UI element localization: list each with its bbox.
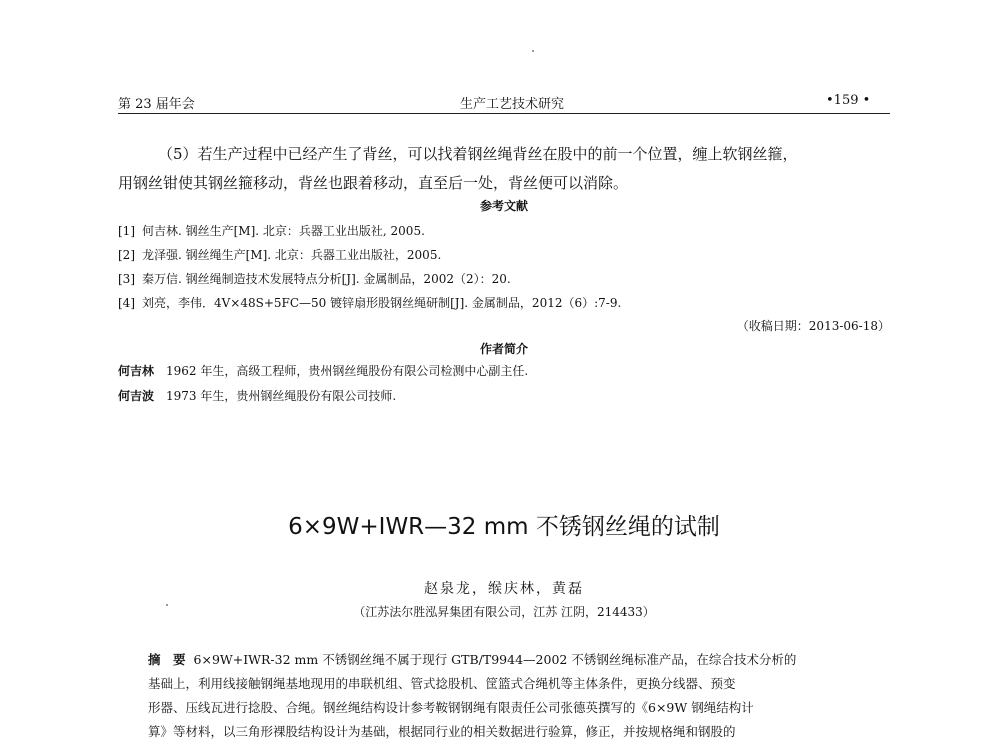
running-header-left: 第 23 届年会 <box>118 97 195 112</box>
abstract-label: 摘 要 <box>148 652 186 667</box>
page-number: •159 • <box>826 93 871 108</box>
abstract-line: 算》等材料，以三角形裸股结构设计为基础，根据同行业的相关数据进行验算，修正，并按规格绳和钢股的 <box>148 724 736 739</box>
article-affiliation: （江苏法尔胜泓昇集团有限公司，江苏 江阴，214433） <box>353 605 655 619</box>
abstract-line: 摘 要 6×9W+IWR-32 mm 不锈钢丝绳不属于现行 GTB/T9944—2002 不锈钢丝绳标准产品，在综合技术分析的 <box>148 652 797 667</box>
reference-text: 刘亮，李伟．4V×48S+5FC—50 镀锌扇形股钢丝绳研制[J]. 金属制品，2012（6）:7-9. <box>142 296 622 310</box>
abstract <box>148 648 868 744</box>
abstract-line: 形器、压线瓦进行捻股、合绳。钢丝绳结构设计参考鞍钢钢绳有限责任公司张德英撰写的《6×9W 钢绳结构计 <box>148 700 754 715</box>
body-paragraph <box>118 140 890 198</box>
author-bio <box>118 387 396 404</box>
author-bio-text: 1973 年生，贵州钢丝绳股份有限公司技师. <box>166 389 397 403</box>
paragraph-line: 用钢丝钳使其钢丝箍移动，背丝也跟着移动，直至后一处，背丝便可以消除。 <box>118 174 629 192</box>
reference-number: [2] <box>118 248 135 262</box>
article-authors: 赵泉龙，缑庆林，黄磊 <box>424 581 584 597</box>
reference-item <box>118 270 511 287</box>
reference-number: [1] <box>118 224 135 238</box>
author-bio <box>118 362 528 379</box>
received-date: （收稿日期：2013-06-18） <box>736 319 890 333</box>
paragraph-line: （5）若生产过程中已经产生了背丝，可以找着钢丝绳背丝在股中的前一个位置，缠上软钢丝箍， <box>158 145 798 163</box>
reference-text: 秦万信. 钢丝绳制造技术发展特点分析[J]. 金属制品，2002（2）：20. <box>142 272 511 286</box>
article-title: 6×9W+IWR—32 mm 不锈钢丝绳的试制 <box>288 514 720 540</box>
scan-speck <box>532 50 534 52</box>
reference-item <box>118 222 425 239</box>
reference-item <box>118 246 441 263</box>
author-bio-text: 1962 年生，高级工程师，贵州钢丝绳股份有限公司检测中心副主任. <box>166 364 529 378</box>
reference-text: 龙泽强. 钢丝绳生产[M]. 北京：兵器工业出版社，2005. <box>142 248 442 262</box>
scan-speck <box>166 604 168 606</box>
reference-number: [4] <box>118 296 135 310</box>
header-rule <box>118 113 890 114</box>
reference-text: 何吉林. 钢丝生产[M]. 北京：兵器工业出版社, 2005. <box>142 224 425 238</box>
running-header-center: 生产工艺技术研究 <box>460 97 565 112</box>
author-bio-name: 何吉林 <box>118 364 155 378</box>
reference-number: [3] <box>118 272 135 286</box>
author-bio-name: 何吉波 <box>118 389 155 403</box>
about-authors-heading: 作者简介 <box>479 342 528 356</box>
abstract-line: 基础上，利用线接触钢绳基地现用的串联机组、管式捻股机、筐篮式合绳机等主体条件，更换分线器、预变 <box>148 676 736 691</box>
reference-item <box>118 294 621 311</box>
references-heading: 参考文献 <box>479 199 528 213</box>
